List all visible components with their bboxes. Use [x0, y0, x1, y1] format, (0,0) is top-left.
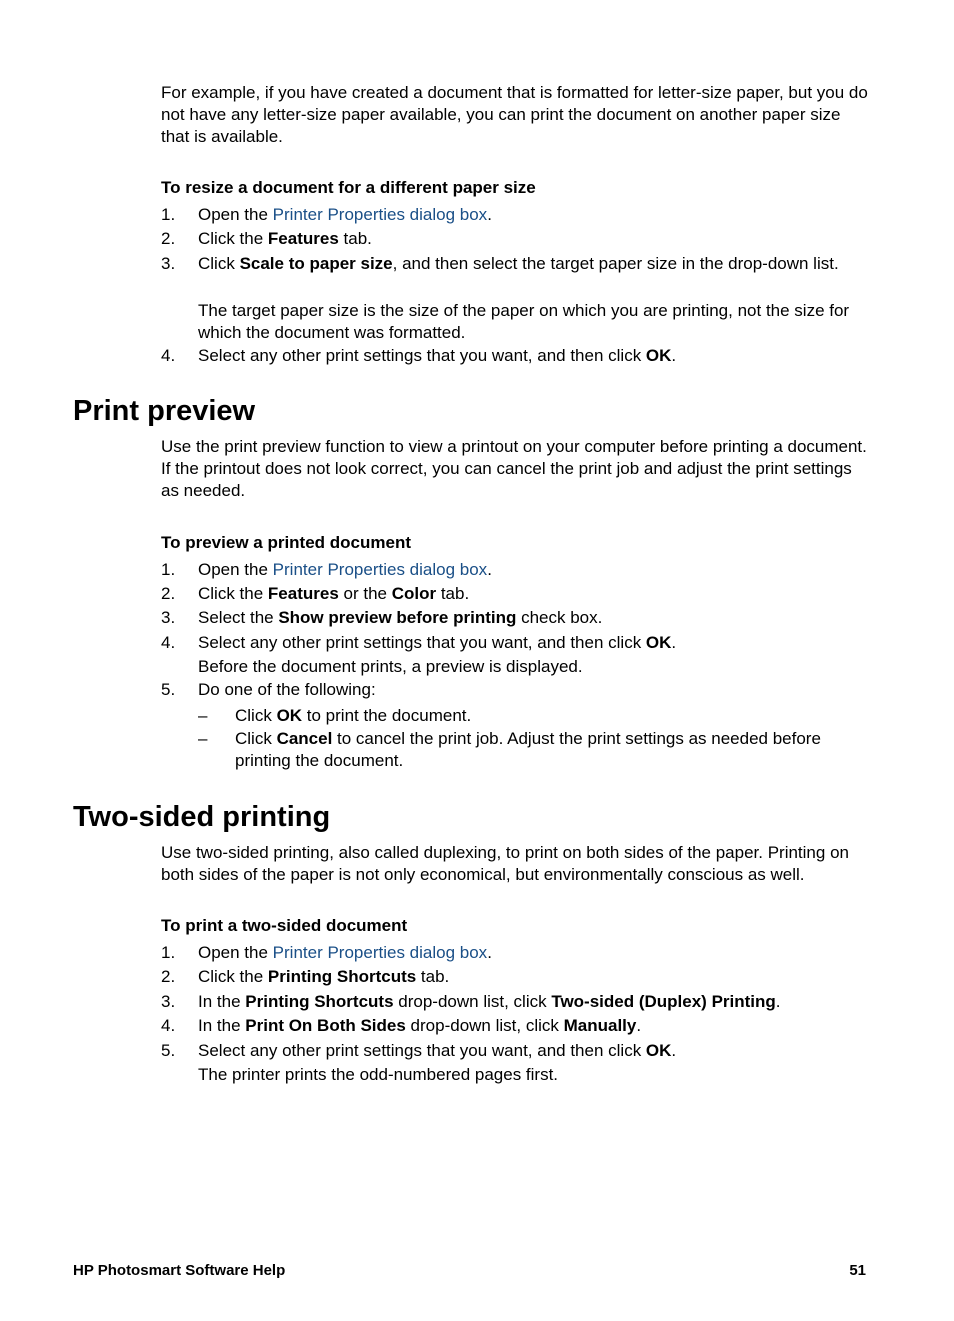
printer-properties-link[interactable]: Printer Properties dialog box [272, 205, 488, 224]
step-note [161, 1064, 873, 1086]
intro-paragraph: For example, if you have created a document that is formatted for letter-size paper, but you do not have any letter-size paper available, you can print the document on another paper size that is available. [161, 83, 868, 146]
step-text: Click [235, 706, 277, 725]
ui-term: Printing Shortcuts [267, 967, 417, 986]
step-text: . [671, 1041, 677, 1060]
step-text: Select any other print settings that you want, and then click [198, 1041, 646, 1060]
step-text: In the [198, 992, 246, 1011]
ui-term: Two-sided (Duplex) Printing [551, 992, 776, 1011]
step-text: Open the [198, 560, 273, 579]
list-item [161, 345, 873, 367]
step-text: In the [198, 1016, 246, 1035]
step-number: 2. [161, 967, 176, 986]
list-item [161, 559, 873, 581]
page-number: 51 [849, 1262, 866, 1279]
list-item [161, 942, 873, 964]
sub-list-item [198, 705, 873, 727]
ui-term: OK [645, 633, 672, 652]
ui-term: OK [645, 346, 672, 365]
step-text: drop-down list, click [405, 1016, 564, 1035]
printer-properties-link[interactable]: Printer Properties dialog box [272, 560, 488, 579]
step-text: . [671, 633, 677, 652]
preview-intro: Use the print preview function to view a printout on your computer before printing a document. If the printout does not look correct, you can cancel the print job and adjust the print settings as needed. [161, 437, 867, 500]
step-text: Do one of the following: [198, 680, 376, 699]
list-item [161, 204, 873, 226]
step-text: tab. [416, 967, 450, 986]
step-text: Click the [198, 967, 268, 986]
step-text: to print the document. [302, 706, 472, 725]
ui-term: Show preview before printing [278, 608, 517, 627]
ui-term: Cancel [276, 729, 333, 748]
two-sided-intro: Use two-sided printing, also called duplexing, to print on both sides of the paper. Printing on both sides of the paper is not only economical, but environmentally conscious as well. [161, 843, 849, 884]
step-number: 4. [161, 346, 176, 365]
step-number: 1. [161, 205, 176, 224]
resize-heading: To resize a document for a different paper size [161, 178, 536, 197]
ui-term: OK [276, 706, 303, 725]
step-text: . [487, 205, 492, 224]
step-text: Click [198, 254, 240, 273]
print-preview-title: Print preview [73, 395, 256, 427]
ui-term: Manually [563, 1016, 637, 1035]
step-text: . [487, 560, 492, 579]
printer-properties-link[interactable]: Printer Properties dialog box [272, 943, 488, 962]
step-text: . [671, 346, 677, 365]
step-number: 5. [161, 1041, 176, 1060]
list-item [161, 679, 873, 701]
list-item [161, 991, 873, 1013]
two-sided-title: Two-sided printing [73, 801, 331, 833]
dash-bullet: – [198, 729, 208, 748]
step-number: 1. [161, 560, 176, 579]
step-number: 2. [161, 584, 176, 603]
step-text: tab. [338, 229, 372, 248]
step-number: 3. [161, 608, 176, 627]
ui-term: Scale to paper size [239, 254, 393, 273]
step-text: drop-down list, click [393, 992, 552, 1011]
ui-term: Features [267, 229, 339, 248]
step-number: 2. [161, 229, 176, 248]
list-item [161, 1040, 873, 1062]
ui-term: Printing Shortcuts [245, 992, 394, 1011]
list-item [161, 583, 873, 605]
step-text: tab. [436, 584, 470, 603]
step-text: Click [235, 729, 277, 748]
preview-heading: To preview a printed document [161, 533, 411, 552]
step-number: 1. [161, 943, 176, 962]
step-text: Open the [198, 205, 273, 224]
step-note-text: The printer prints the odd-numbered pages first. [198, 1065, 559, 1084]
step-note-text: Before the document prints, a preview is displayed. [198, 657, 583, 676]
step-number: 5. [161, 680, 176, 699]
ui-term: Features [267, 584, 339, 603]
step-text: or the [338, 584, 392, 603]
step-note-text: The target paper size is the size of the paper on which you are printing, not the size for which the document was formatted. [198, 301, 850, 342]
ui-term: OK [645, 1041, 672, 1060]
step-text: Open the [198, 943, 273, 962]
step-text: check box. [516, 608, 603, 627]
footer-title: HP Photosmart Software Help [73, 1262, 286, 1279]
list-item [161, 228, 873, 250]
ui-term: Print On Both Sides [245, 1016, 406, 1035]
step-text: Select any other print settings that you want, and then click [198, 346, 646, 365]
list-item [161, 1015, 873, 1037]
step-text: . [487, 943, 492, 962]
step-text: Click the [198, 584, 268, 603]
step-number: 4. [161, 633, 176, 652]
list-item [161, 632, 873, 654]
dash-bullet: – [198, 706, 208, 725]
step-number: 3. [161, 254, 176, 273]
step-number: 3. [161, 992, 176, 1011]
two-sided-heading: To print a two-sided document [161, 916, 408, 935]
sub-list-item [198, 728, 873, 772]
list-item [161, 607, 873, 629]
step-text: Select any other print settings that you want, and then click [198, 633, 646, 652]
list-item [161, 253, 873, 275]
step-note [161, 300, 873, 344]
step-text: Select the [198, 608, 279, 627]
step-text: to cancel the print job. Adjust the print settings as needed before printing the document. [235, 729, 821, 770]
list-item [161, 966, 873, 988]
step-text: . [636, 1016, 642, 1035]
step-note [161, 656, 873, 678]
step-number: 4. [161, 1016, 176, 1035]
step-text: , and then select the target paper size in the drop-down list. [392, 254, 839, 273]
step-text: . [775, 992, 781, 1011]
ui-term: Color [391, 584, 437, 603]
step-text: Click the [198, 229, 268, 248]
